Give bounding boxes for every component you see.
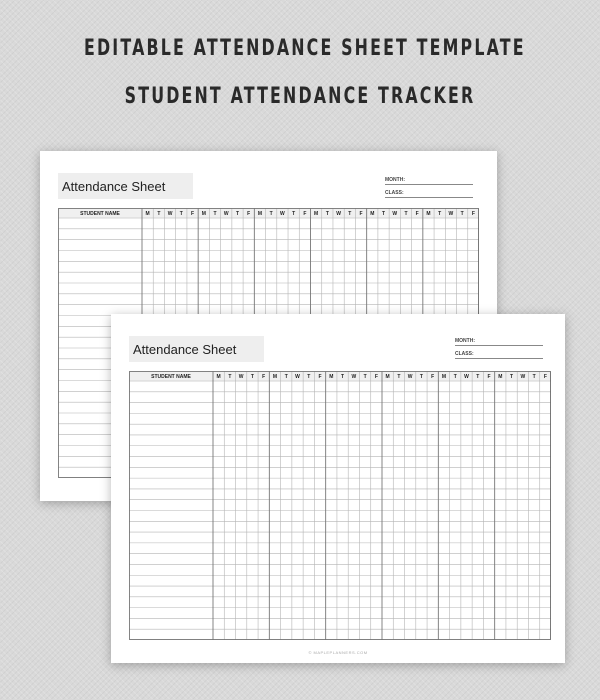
month-field[interactable] xyxy=(455,338,543,346)
day-header: T xyxy=(235,211,240,217)
day-header: T xyxy=(419,374,423,380)
day-header: M xyxy=(216,374,221,380)
day-header: F xyxy=(543,374,547,380)
day-header: M xyxy=(272,374,278,380)
day-header: T xyxy=(404,211,408,217)
day-header: T xyxy=(307,374,311,380)
day-header: T xyxy=(228,374,232,380)
day-header: T xyxy=(453,374,457,380)
day-header: T xyxy=(284,374,288,380)
day-header: T xyxy=(476,374,480,380)
class-field[interactable] xyxy=(455,351,543,359)
student-name-header: STUDENT NAME xyxy=(151,374,191,380)
month-label: MONTH: xyxy=(385,177,405,183)
student-name-header: STUDENT NAME xyxy=(80,211,120,217)
day-header: M xyxy=(426,211,431,217)
day-header: F xyxy=(191,211,195,217)
day-header: T xyxy=(532,374,536,380)
month-label: MONTH: xyxy=(455,338,475,344)
day-header: T xyxy=(213,211,217,217)
day-header: W xyxy=(223,211,229,217)
day-header: W xyxy=(336,211,341,217)
day-header: F xyxy=(415,211,419,217)
day-header: T xyxy=(292,211,296,217)
day-header: M xyxy=(441,374,447,380)
day-header: T xyxy=(250,374,254,380)
day-header: W xyxy=(520,374,526,380)
day-header: F xyxy=(318,374,322,380)
day-header: W xyxy=(392,211,398,217)
day-header: W xyxy=(448,211,454,217)
day-header: M xyxy=(329,374,334,380)
day-header: T xyxy=(269,211,273,217)
sheet-title-box xyxy=(129,336,264,362)
day-header: W xyxy=(295,374,300,380)
attendance-grid xyxy=(129,371,551,640)
sheet-title-box xyxy=(58,173,193,199)
day-header: M xyxy=(498,374,503,380)
day-header: T xyxy=(397,374,401,380)
class-field[interactable] xyxy=(385,190,473,198)
day-header: W xyxy=(407,374,413,380)
day-header: W xyxy=(351,374,357,380)
headline-line-1: EDITABLE ATTENDANCE SHEET TEMPLATE xyxy=(83,36,526,61)
class-label: CLASS: xyxy=(455,351,474,357)
sheet-title: Attendance Sheet xyxy=(133,341,237,357)
day-header: T xyxy=(325,211,329,217)
day-header: F xyxy=(247,211,251,217)
month-field[interactable] xyxy=(385,177,473,185)
grid-border xyxy=(130,372,551,640)
day-header: W xyxy=(238,374,244,380)
day-header: F xyxy=(487,374,491,380)
day-header: F xyxy=(262,374,266,380)
day-header: F xyxy=(471,211,475,217)
day-header: T xyxy=(157,211,161,217)
day-header: T xyxy=(341,374,345,380)
day-header: W xyxy=(280,211,285,217)
sheet-title: Attendance Sheet xyxy=(62,178,166,194)
day-header: T xyxy=(179,211,183,217)
sheet-footer: © MAPLEPLANNERS.COM xyxy=(308,650,368,655)
attendance-sheet-front xyxy=(111,314,565,663)
day-header: T xyxy=(363,374,367,380)
day-header: F xyxy=(374,374,378,380)
day-header: W xyxy=(167,211,173,217)
day-header: F xyxy=(303,211,307,217)
headline-line-2: STUDENT ATTENDANCE TRACKER xyxy=(124,84,476,109)
day-header: T xyxy=(438,211,442,217)
day-header: F xyxy=(359,211,363,217)
day-header: W xyxy=(464,374,469,380)
day-header: M xyxy=(145,211,150,217)
day-header: F xyxy=(431,374,435,380)
day-header: M xyxy=(385,374,390,380)
day-header: T xyxy=(348,211,352,217)
day-header: M xyxy=(370,211,375,217)
day-header: M xyxy=(201,211,206,217)
day-header: M xyxy=(314,211,319,217)
class-label: CLASS: xyxy=(385,190,404,196)
day-header: M xyxy=(257,211,263,217)
day-header: T xyxy=(460,211,464,217)
day-header: T xyxy=(510,374,514,380)
day-header: T xyxy=(381,211,386,217)
